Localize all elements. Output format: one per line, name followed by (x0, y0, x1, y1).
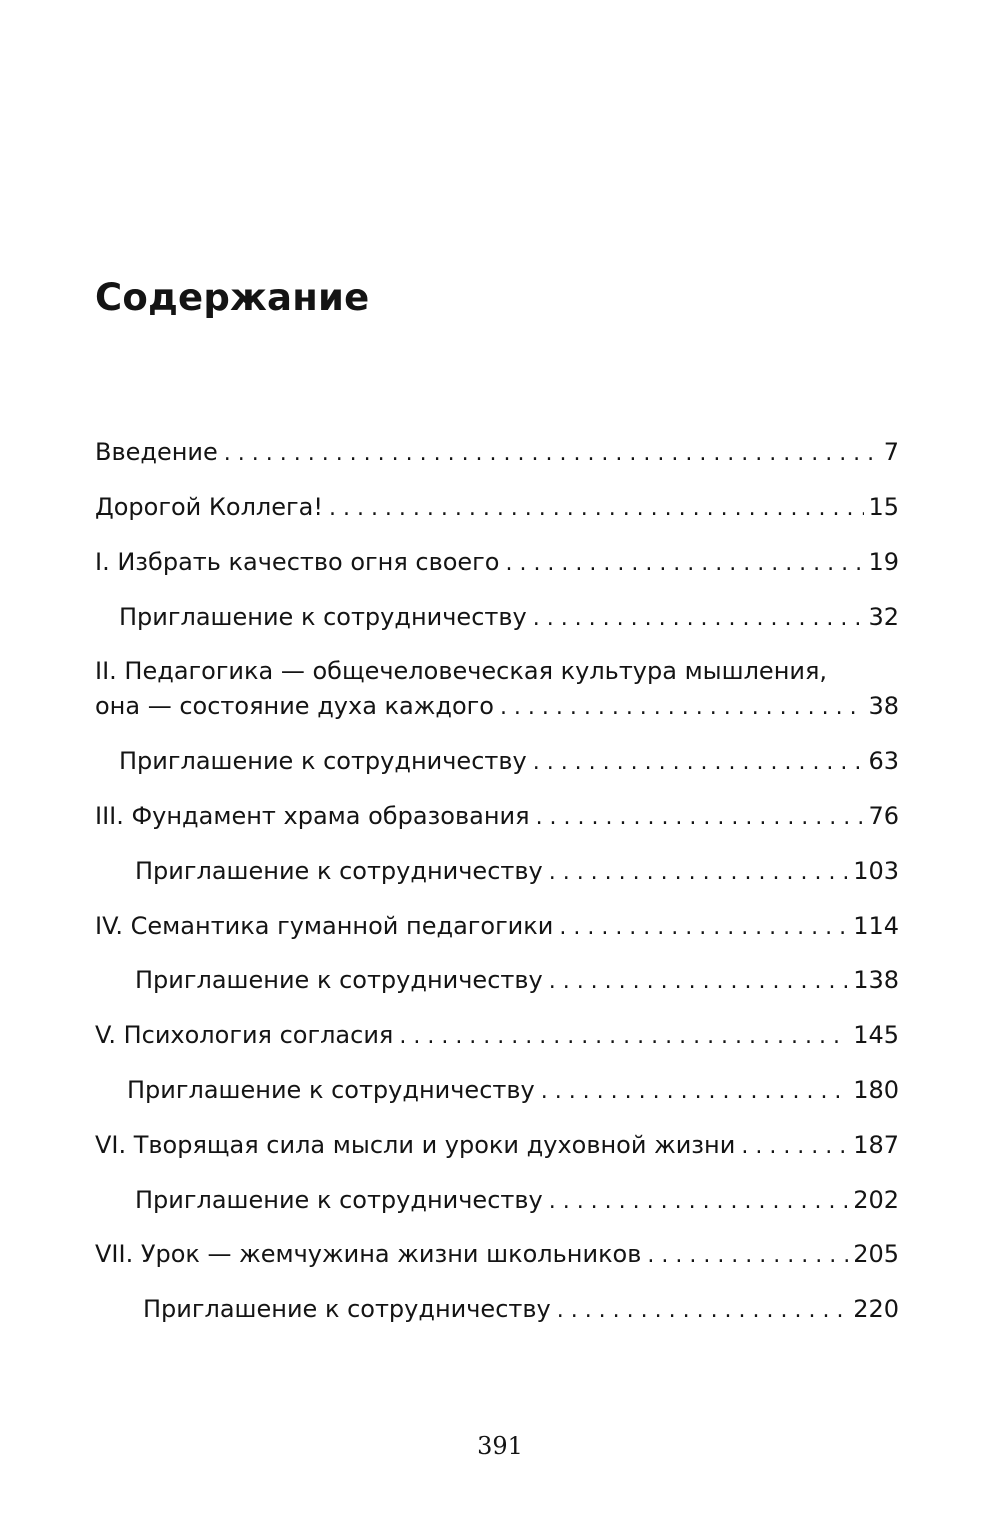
toc-entry-page: 7 (883, 438, 899, 466)
toc-entry-introduction (95, 436, 899, 470)
dot-leader (224, 438, 880, 470)
dot-leader (399, 1021, 849, 1053)
toc-entry-page: 202 (853, 1186, 899, 1214)
toc-entry-invitation-2 (119, 745, 899, 779)
toc-entry-page: 38 (868, 692, 899, 720)
toc-entry-label: Приглашение к сотрудничеству (135, 857, 543, 885)
toc-entry-page: 19 (868, 548, 899, 576)
toc-entry-label: Введение (95, 438, 218, 466)
toc-entry-page: 205 (853, 1240, 899, 1268)
dot-leader (536, 802, 865, 834)
toc-entry-chapter-6 (95, 1129, 899, 1163)
toc-entry-label: V. Психология согласия (95, 1021, 394, 1049)
toc-entry-page: 32 (868, 603, 899, 631)
toc-entry-chapter-5 (95, 1019, 899, 1053)
toc-entry-page: 15 (868, 493, 899, 521)
toc-entry-label: она — состояние духа каждого (95, 692, 494, 720)
toc-entry-invitation-4 (135, 964, 899, 998)
toc-entry-chapter-1 (95, 546, 899, 580)
toc-entry-label: Приглашение к сотрудничеству (135, 966, 543, 994)
toc-entry-label: VI. Творящая сила мысли и уроки духовной жизни (95, 1131, 736, 1159)
dot-leader (329, 493, 864, 525)
toc-entry-label: IV. Семантика гуманной педагогики (95, 912, 554, 940)
toc-entry-page: 145 (853, 1021, 899, 1049)
dot-leader (741, 1131, 849, 1163)
dot-leader (647, 1240, 849, 1272)
dot-leader (557, 1295, 849, 1327)
toc-entry-page: 220 (853, 1295, 899, 1323)
toc-entry-label: VII. Урок — жемчужина жизни школьников (95, 1240, 642, 1268)
dot-leader (500, 692, 865, 724)
dot-leader (549, 1186, 849, 1218)
toc-entry-chapter-4 (95, 910, 899, 944)
toc-entry-label: Приглашение к сотрудничеству (143, 1295, 551, 1323)
toc-entry-page: 103 (853, 857, 899, 885)
dot-leader (541, 1076, 849, 1108)
page-title: Содержание (95, 276, 370, 319)
dot-leader (549, 857, 849, 889)
toc-entry-invitation-3 (135, 855, 899, 889)
toc-entry-label: Приглашение к сотрудничеству (135, 1186, 543, 1214)
dot-leader (549, 966, 849, 998)
toc-entry-dear-colleague (95, 491, 899, 525)
toc-entry-label: Приглашение к сотрудничеству (119, 603, 527, 631)
toc-entry-label: Приглашение к сотрудничеству (127, 1076, 535, 1104)
toc-entry-page: 187 (853, 1131, 899, 1159)
toc-entry-chapter-2-line1: II. Педагогика — общечеловеческая культура мышления, (95, 657, 828, 685)
toc-entry-label: III. Фундамент храма образования (95, 802, 530, 830)
dot-leader (559, 912, 849, 944)
toc-entry-chapter-7 (95, 1238, 899, 1272)
toc-entry-page: 76 (868, 802, 899, 830)
page-number: 391 (477, 1432, 523, 1460)
toc-entry-page: 63 (868, 747, 899, 775)
toc-entry-label: Дорогой Коллега! (95, 493, 323, 521)
toc-entry-page: 114 (853, 912, 899, 940)
toc-entry-label: I. Избрать качество огня своего (95, 548, 500, 576)
toc-entry-invitation-6 (135, 1184, 899, 1218)
dot-leader (505, 548, 864, 580)
toc-entry-invitation-1 (119, 601, 899, 635)
toc-entry-page: 138 (853, 966, 899, 994)
toc-entry-page: 180 (853, 1076, 899, 1104)
toc-entry-label: Приглашение к сотрудничеству (119, 747, 527, 775)
toc-entry-invitation-5 (127, 1074, 899, 1108)
dot-leader (533, 747, 865, 779)
toc-entry-chapter-3 (95, 800, 899, 834)
toc-entry-chapter-2 (95, 690, 899, 724)
toc-entry-invitation-7 (143, 1293, 899, 1327)
dot-leader (533, 603, 865, 635)
